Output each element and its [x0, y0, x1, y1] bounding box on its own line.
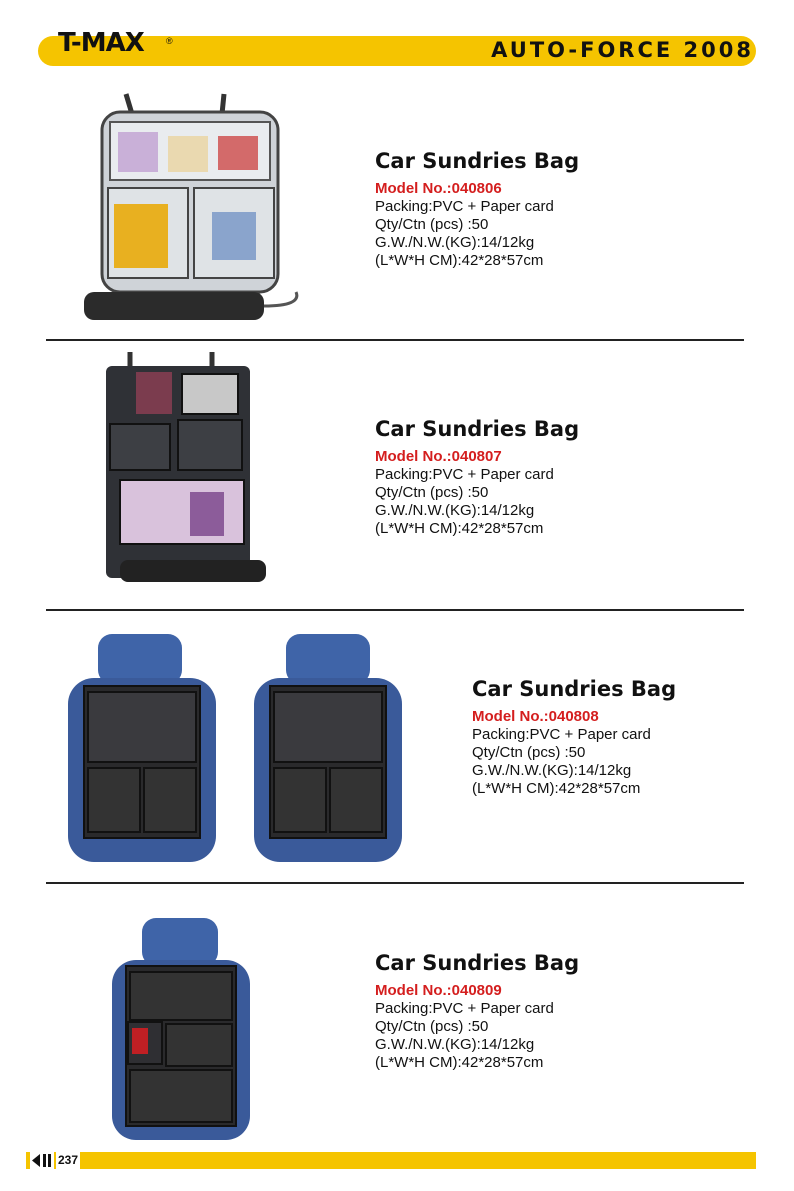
- weight-info: G.W./N.W.(KG):14/12kg: [472, 762, 632, 779]
- product-image-040806: [74, 92, 314, 330]
- weight-info: G.W./N.W.(KG):14/12kg: [375, 234, 535, 251]
- product-info-040806: [375, 149, 580, 270]
- model-number: Model No.:040809: [375, 982, 502, 999]
- packing-info: Packing:PVC + Paper card: [375, 198, 554, 215]
- brand-logo: [58, 28, 178, 72]
- product-info-040807: [375, 417, 580, 538]
- qty-info: Qty/Ctn (pcs) :50: [472, 744, 586, 761]
- qty-info: Qty/Ctn (pcs) :50: [375, 1018, 489, 1035]
- registered-mark: ®: [166, 36, 173, 46]
- product-info-040808: [472, 677, 677, 798]
- dimensions-info: (L*W*H CM):42*28*57cm: [375, 1054, 544, 1071]
- product-info-040809: [375, 951, 580, 1072]
- page-number: 237: [57, 1153, 79, 1167]
- model-number: Model No.:040808: [472, 708, 599, 725]
- product-title: Car Sundries Bag: [375, 149, 580, 173]
- section-divider: [46, 339, 744, 341]
- packing-info: Packing:PVC + Paper card: [375, 1000, 554, 1017]
- weight-info: G.W./N.W.(KG):14/12kg: [375, 1036, 535, 1053]
- dimensions-info: (L*W*H CM):42*28*57cm: [375, 520, 544, 537]
- dimensions-info: (L*W*H CM):42*28*57cm: [472, 780, 641, 797]
- product-title: Car Sundries Bag: [472, 677, 677, 701]
- product-title: Car Sundries Bag: [375, 951, 580, 975]
- product-image-040808-alt: [248, 632, 408, 864]
- packing-info: Packing:PVC + Paper card: [472, 726, 651, 743]
- packing-info: Packing:PVC + Paper card: [375, 466, 554, 483]
- qty-info: Qty/Ctn (pcs) :50: [375, 484, 489, 501]
- model-number: Model No.:040807: [375, 448, 502, 465]
- weight-info: G.W./N.W.(KG):14/12kg: [375, 502, 535, 519]
- product-image-040807: [100, 350, 280, 590]
- product-image-040809: [108, 916, 253, 1144]
- product-title: Car Sundries Bag: [375, 417, 580, 441]
- section-divider: [46, 609, 744, 611]
- model-number: Model No.:040806: [375, 180, 502, 197]
- page-arrow-icon: [30, 1152, 54, 1169]
- footer-bar: [26, 1152, 756, 1169]
- qty-info: Qty/Ctn (pcs) :50: [375, 216, 489, 233]
- dimensions-info: (L*W*H CM):42*28*57cm: [375, 252, 544, 269]
- section-divider: [46, 882, 744, 884]
- catalog-title: AUTO-FORCE 2008: [491, 38, 754, 62]
- brand-name: T-MAX: [58, 28, 144, 58]
- product-image-040808-front: [62, 632, 222, 864]
